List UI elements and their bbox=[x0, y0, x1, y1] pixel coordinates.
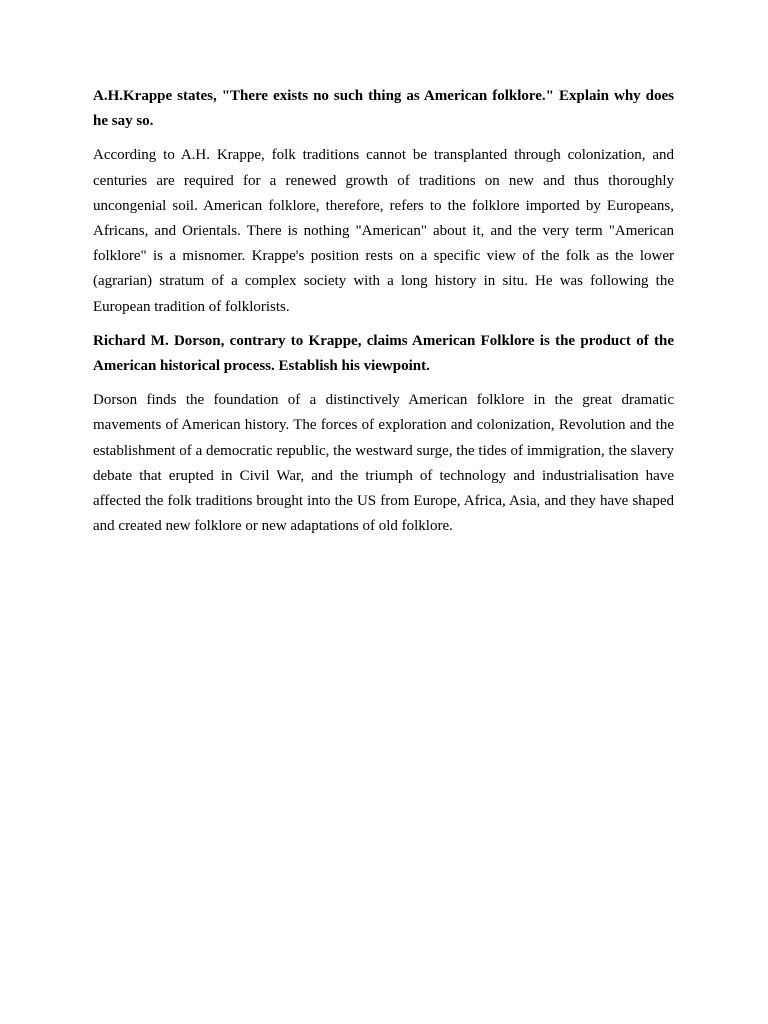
question-2: Richard M. Dorson, contrary to Krappe, claims American Folklore is the product of the American historical process. Establish his viewpoint. bbox=[93, 332, 674, 375]
document-body bbox=[93, 84, 674, 548]
answer-2: Dorson finds the foundation of a distinctively American folklore in the great dramatic mavements of American history. The forces of exploration and colonization, Revolution and the establishment of a democratic republic, the westward surge, the tides of immigration, the slavery debate that erupted in Civil War, and the triumph of technology and industrialisation have affected the folk traditions brought into the US from Europe, Africa, Asia, and they have shaped and created new folklore or new adaptations of old folklore. bbox=[93, 392, 674, 535]
question-1: A.H.Krappe states, "There exists no such thing as American folklore." Explain why does he say so. bbox=[93, 88, 674, 130]
answer-1: According to A.H. Krappe, folk traditions cannot be transplanted through colonization, and centuries are required for a renewed growth of traditions on new and thus thoroughly uncongenial soil. American folklore, therefore, refers to the folklore imported by Europeans, Africans, and Orientals. There is nothing "American" about it, and the very term "American folklore" is a misnomer. Krappe's position rests on a specific view of the folk as the lower (agrarian) stratum of a complex society with a long history in situ. He was following the European tradition of folklorists. bbox=[93, 147, 674, 315]
